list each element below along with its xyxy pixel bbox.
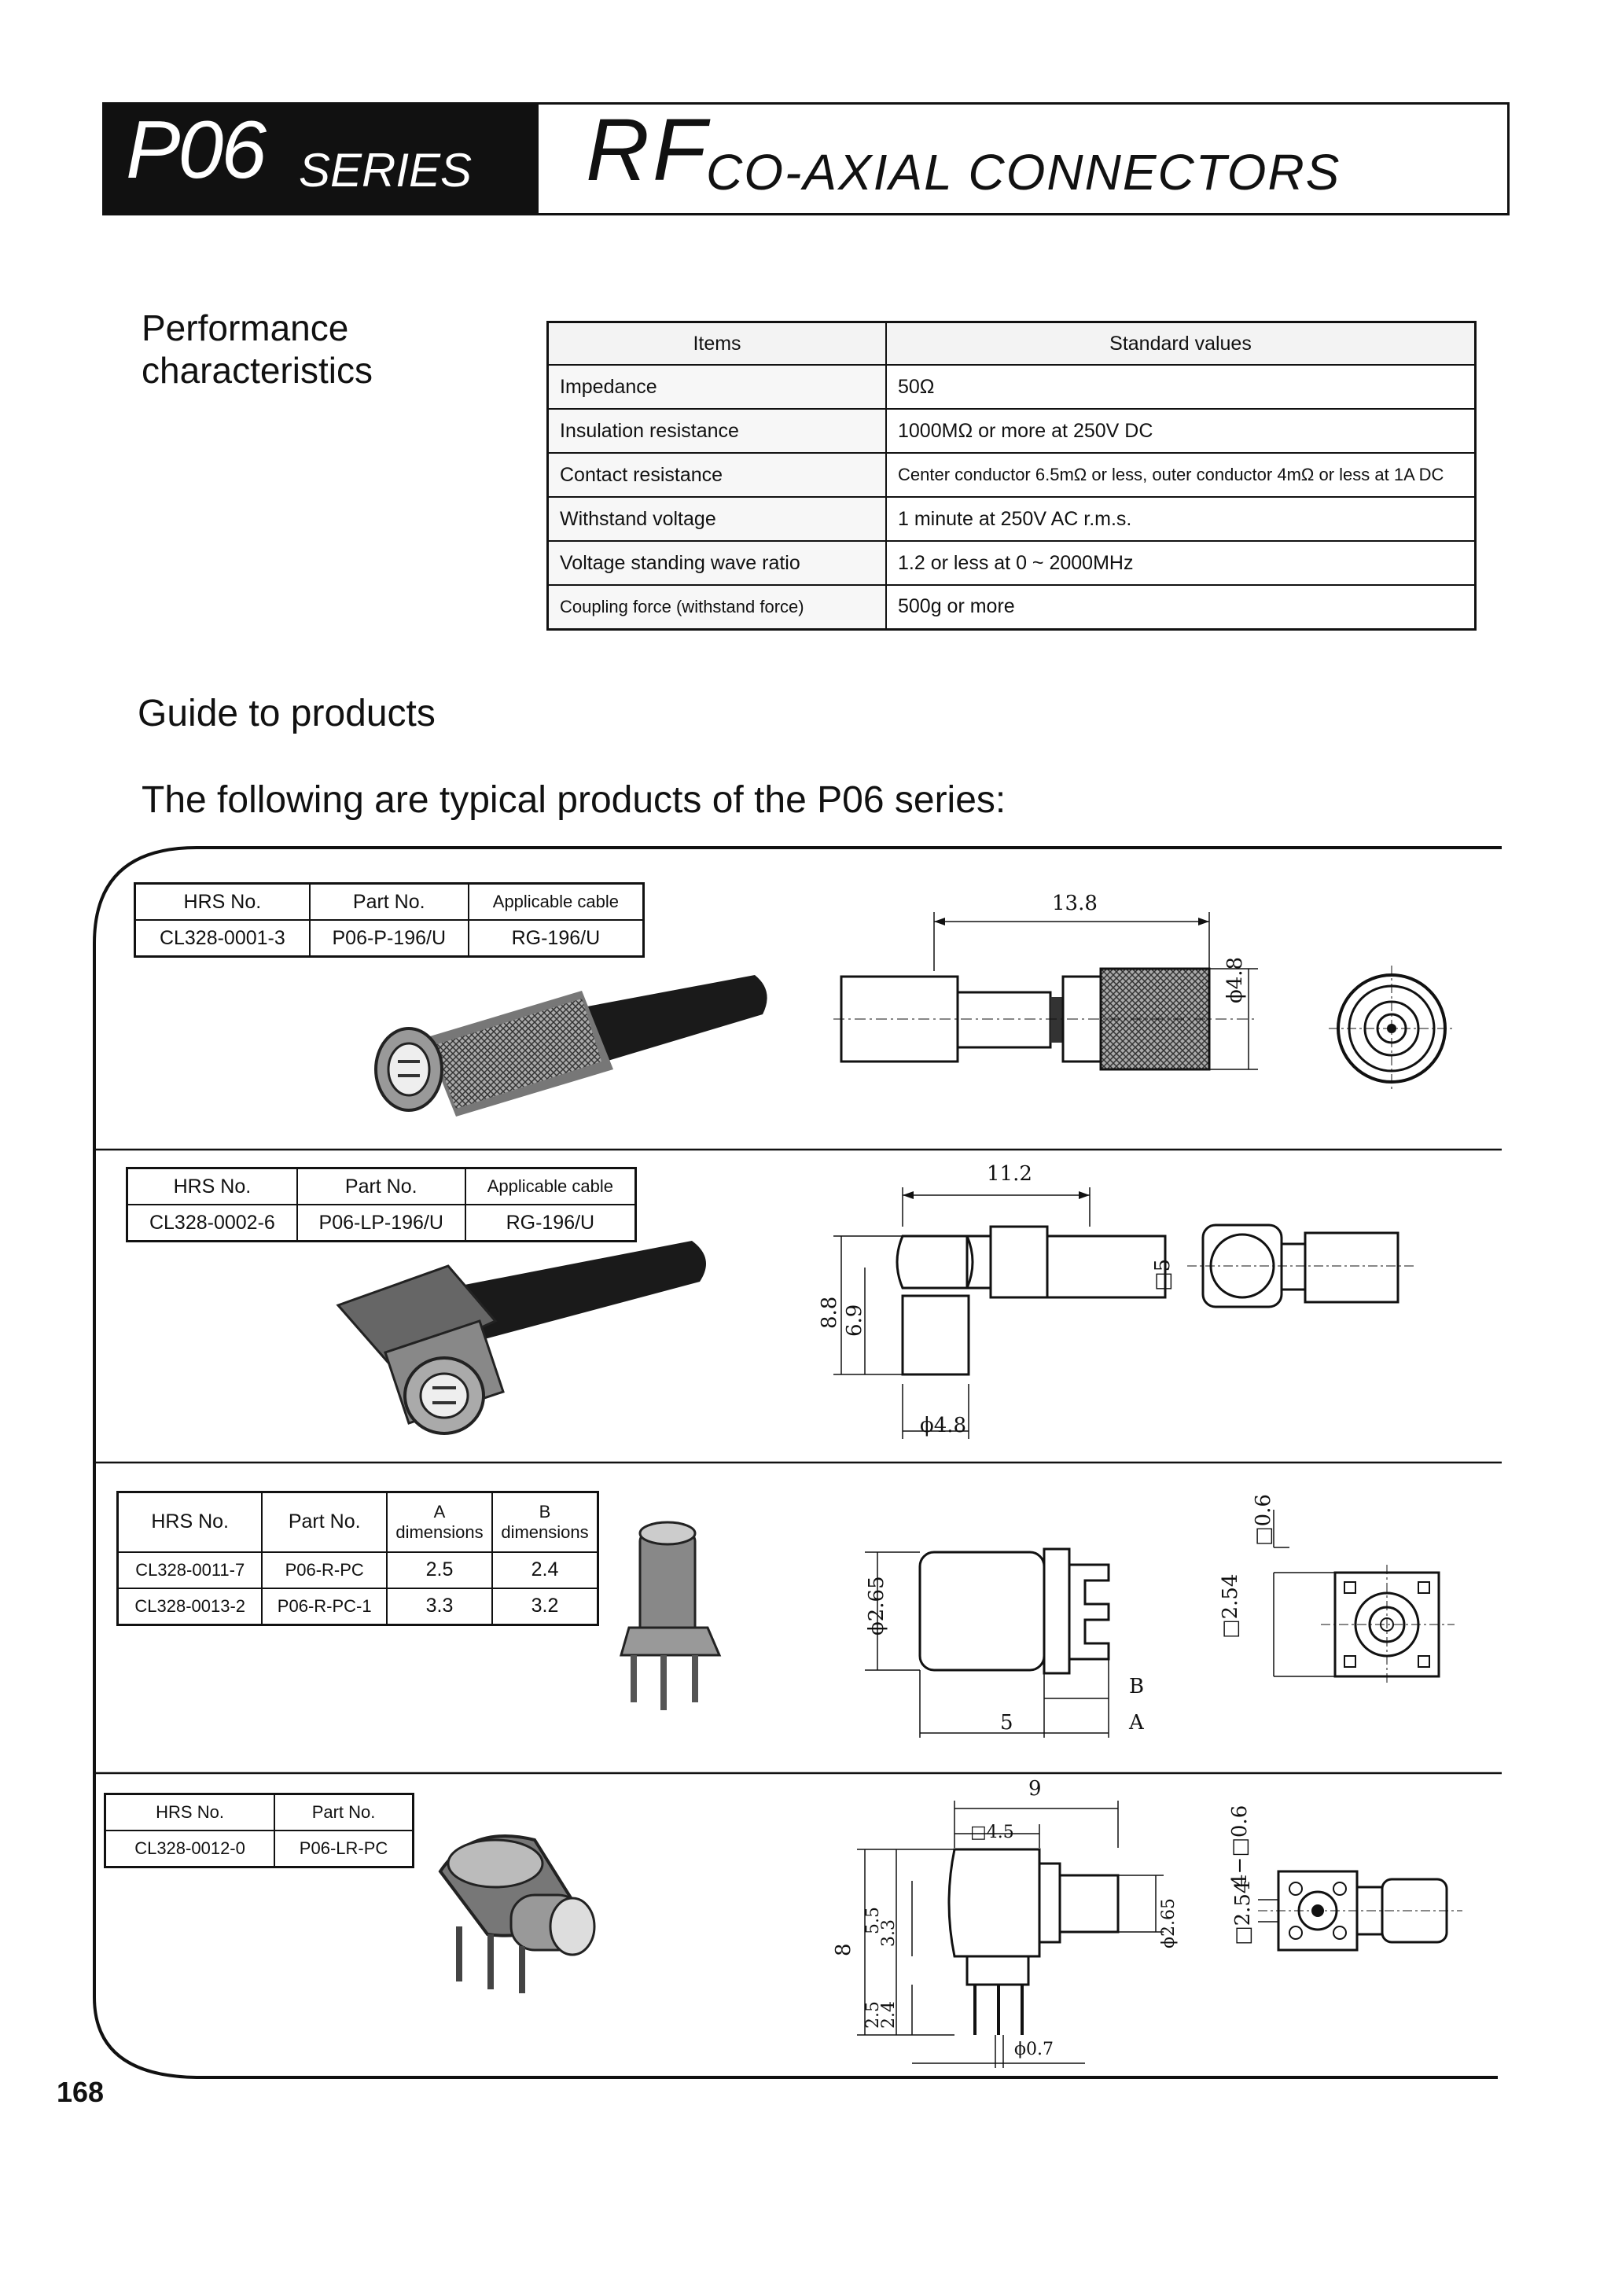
dimension-label: 5.5: [863, 1907, 883, 1934]
table-cell: 3.2: [492, 1588, 598, 1625]
table-cell: P06-LR-PC: [274, 1831, 413, 1867]
dimension-label: A: [1129, 1711, 1144, 1735]
dimension-label: 2.5: [863, 2001, 883, 2029]
product-4-photo: [425, 1808, 629, 2013]
dimension-label: □4.5: [970, 1823, 1014, 1842]
table-cell: Coupling force (withstand force): [548, 585, 887, 629]
table-cell: P06-LP-196/U: [297, 1205, 465, 1242]
table-cell: 1.2 or less at 0 ~ 2000MHz: [886, 541, 1476, 585]
dimension-label: 4−□0.6: [1228, 1805, 1252, 1887]
table-header: HRS No.: [127, 1168, 297, 1205]
dimension-label: 6.9: [843, 1304, 866, 1337]
dimension-label: 8: [832, 1943, 855, 1956]
table-cell: 1 minute at 250V AC r.m.s.: [886, 497, 1476, 541]
table-header: Part No.: [297, 1168, 465, 1205]
table-cell: CL328-0011-7: [118, 1552, 263, 1588]
product-2-table: [126, 1167, 637, 1242]
col-values: Standard values: [886, 322, 1476, 366]
table-cell: CL328-0002-6: [127, 1205, 297, 1242]
dimension-label: 3.3: [879, 1919, 899, 1947]
dimension-label: 5: [1000, 1711, 1013, 1735]
table-cell: Contact resistance: [548, 453, 887, 497]
table-cell: 500g or more: [886, 585, 1476, 629]
product-1-photo: [346, 959, 786, 1117]
table-header: HRS No.: [135, 884, 310, 921]
product-3-photo: [613, 1510, 739, 1714]
table-header: HRS No.: [118, 1492, 263, 1552]
table-cell: P06-P-196/U: [310, 920, 469, 957]
dimension-label: ϕ4.8: [920, 1414, 967, 1437]
table-header: Part No.: [262, 1492, 387, 1552]
dimension-label: □2.54: [1231, 1880, 1255, 1945]
table-cell: Voltage standing wave ratio: [548, 541, 887, 585]
performance-heading: Performance characteristics: [142, 307, 373, 391]
table-cell: CL328-0013-2: [118, 1588, 263, 1625]
product-1-side-drawing: [833, 896, 1274, 1101]
guide-subheading: The following are typical products of the P06 series:: [142, 779, 1006, 821]
dimension-label: ϕ0.7: [1014, 2040, 1054, 2059]
table-header: Applicable cable: [465, 1168, 636, 1205]
product-3-table: [116, 1491, 599, 1626]
product-4-table: [104, 1793, 414, 1868]
table-header: HRS No.: [105, 1794, 275, 1831]
product-2-photo: [314, 1234, 755, 1447]
table-cell: Center conductor 6.5mΩ or less, outer conductor 4mΩ or less at 1A DC: [886, 453, 1476, 497]
table-cell: 1000MΩ or more at 250V DC: [886, 409, 1476, 453]
table-cell: 3.3: [387, 1588, 492, 1625]
table-cell: P06-R-PC-1: [262, 1588, 387, 1625]
table-cell: RG-196/U: [469, 920, 644, 957]
series-name: P06: [126, 105, 265, 196]
product-1-table: [134, 882, 645, 958]
table-cell: 50Ω: [886, 365, 1476, 409]
dimension-label: 2.4: [879, 2001, 899, 2029]
table-cell: CL328-0001-3: [135, 920, 310, 957]
dimension-label: 13.8: [1052, 892, 1098, 915]
table-cell: 2.4: [492, 1552, 598, 1588]
dimension-label: 11.2: [987, 1162, 1032, 1186]
dimension-label: ϕ2.65: [1159, 1898, 1179, 1948]
table-cell: CL328-0012-0: [105, 1831, 275, 1867]
series-suffix: SERIES: [299, 144, 473, 197]
table-cell: Impedance: [548, 365, 887, 409]
table-cell: RG-196/U: [465, 1205, 636, 1242]
table-cell: 2.5: [387, 1552, 492, 1588]
dimension-label: ϕ4.8: [1223, 956, 1247, 1003]
product-2-side-drawing: [818, 1172, 1494, 1447]
col-items: Items: [548, 322, 887, 366]
table-header: Part No.: [310, 884, 469, 921]
dimension-label: □2.54: [1219, 1573, 1242, 1639]
dimension-label: □0.6: [1252, 1494, 1275, 1546]
table-header: Part No.: [274, 1794, 413, 1831]
dimension-label: 8.8: [818, 1296, 841, 1329]
table-cell: Withstand voltage: [548, 497, 887, 541]
table-header: Applicable cable: [469, 884, 644, 921]
guide-heading: Guide to products: [138, 693, 436, 734]
table-cell: P06-R-PC: [262, 1552, 387, 1588]
dimension-label: 9: [1028, 1777, 1042, 1801]
table-cell: Insulation resistance: [548, 409, 887, 453]
product-1-front-drawing: [1329, 966, 1455, 1091]
table-header: B dimensions: [492, 1492, 598, 1552]
dimension-label: B: [1129, 1675, 1145, 1698]
dimension-label: □5: [1151, 1258, 1175, 1291]
title-prefix: RF: [586, 101, 710, 199]
table-header: A dimensions: [387, 1492, 492, 1552]
page-title: CO-AXIAL CONNECTORS: [706, 144, 1341, 201]
product-3-side-drawing: [849, 1510, 1510, 1746]
page-number: 168: [57, 2076, 105, 2108]
dimension-label: ϕ2.65: [865, 1576, 888, 1636]
